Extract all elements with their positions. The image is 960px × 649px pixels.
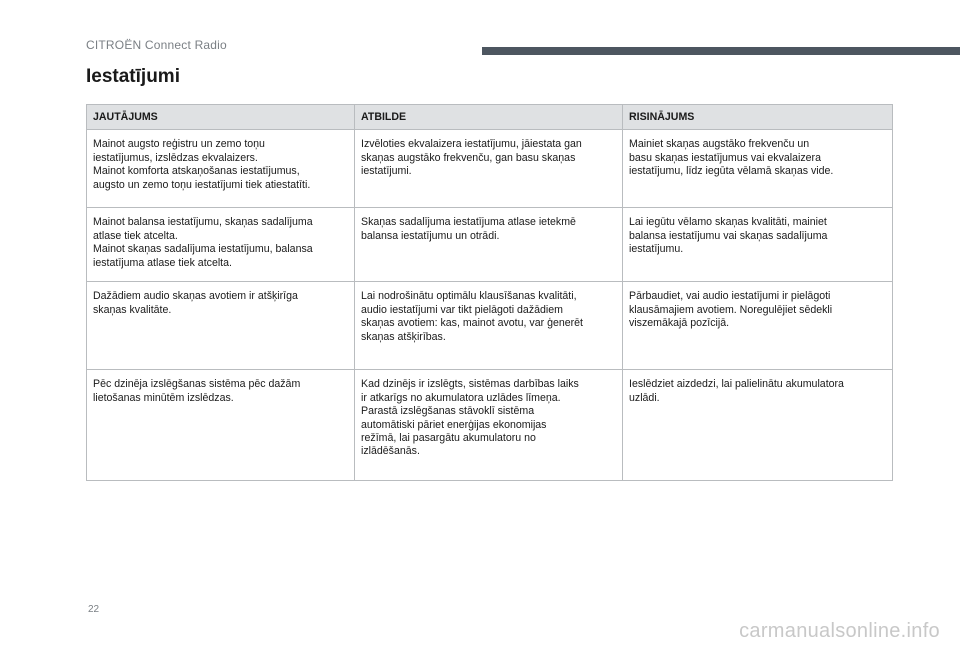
watermark-link[interactable]: carmanualsonline.info xyxy=(739,620,940,642)
brand-label: CITROËN Connect Radio xyxy=(86,38,227,52)
header-accent-bar xyxy=(482,47,960,55)
column-header-solution: RISINĀJUMS xyxy=(623,105,893,130)
page-number: 22 xyxy=(88,604,100,615)
table-row xyxy=(87,130,893,208)
question-cell: Dažādiem audio skaņas avotiem ir atšķirīga skaņas kvalitāte. xyxy=(87,282,355,370)
column-header-question: JAUTĀJUMS xyxy=(87,105,355,130)
column-header-answer: ATBILDE xyxy=(355,105,623,130)
solution-cell: Lai iegūtu vēlamo skaņas kvalitāti, mainiet balansa iestatījumu vai skaņas sadalījuma iestatījumu. xyxy=(623,208,893,282)
table-row xyxy=(87,282,893,370)
answer-cell: Skaņas sadalījuma iestatījuma atlase ietekmē balansa iestatījumu un otrādi. xyxy=(355,208,623,282)
page-title: Iestatījumi xyxy=(86,66,180,87)
table-row xyxy=(87,370,893,481)
troubleshooting-table xyxy=(86,104,893,481)
answer-cell: Kad dzinējs ir izslēgts, sistēmas darbības laiks ir atkarīgs no akumulatora uzlādes līmeņa. Parastā izslēgšanas stāvoklī sistēma automātiski pāriet enerģijas ekonomijas režīmā, lai pasargātu akumulatoru no izlādēšanās. xyxy=(355,370,623,481)
answer-cell: Izvēloties ekvalaizera iestatījumu, jāiestata gan skaņas augstāko frekvenču, gan basu skaņas iestatījumi. xyxy=(355,130,623,208)
solution-cell: Mainiet skaņas augstāko frekvenču un basu skaņas iestatījumus vai ekvalaizera iestatījumu, līdz iegūta vēlamā skaņas vide. xyxy=(623,130,893,208)
solution-cell: Pārbaudiet, vai audio iestatījumi ir pielāgoti klausāmajiem avotiem. Noregulējiet sēdekli viszemākajā pozīcijā. xyxy=(623,282,893,370)
table-header-row xyxy=(87,105,893,130)
solution-cell: Ieslēdziet aizdedzi, lai palielinātu akumulatora uzlādi. xyxy=(623,370,893,481)
table-row xyxy=(87,208,893,282)
answer-cell: Lai nodrošinātu optimālu klausīšanas kvalitāti, audio iestatījumi var tikt pielāgoti dažādiem skaņas avotiem: kas, mainot avotu, var ģenerēt skaņas atšķirības. xyxy=(355,282,623,370)
question-cell: Mainot augsto reģistru un zemo toņu iestatījumus, izslēdzas ekvalaizers. Mainot komforta atskaņošanas iestatījumus, augsto un zemo toņu iestatījumi tiek atiestatīti. xyxy=(87,130,355,208)
question-cell: Mainot balansa iestatījumu, skaņas sadalījuma atlase tiek atcelta. Mainot skaņas sadalījuma iestatījumu, balansa iestatījuma atlase tiek atcelta. xyxy=(87,208,355,282)
question-cell: Pēc dzinēja izslēgšanas sistēma pēc dažām lietošanas minūtēm izslēdzas. xyxy=(87,370,355,481)
